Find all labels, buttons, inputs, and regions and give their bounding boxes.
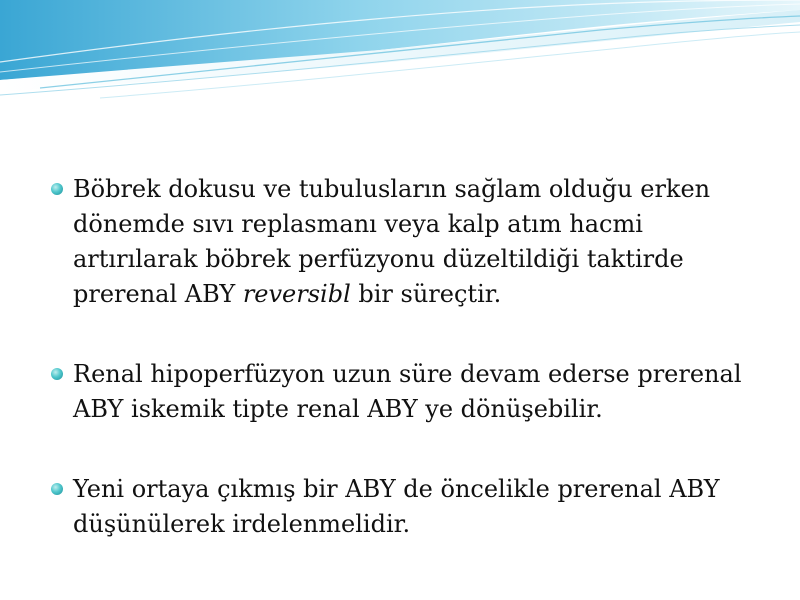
wave-banner xyxy=(0,0,800,110)
bullet-icon xyxy=(51,368,63,380)
bullet-item-3 xyxy=(50,472,770,542)
bullet-1-text: Böbrek dokusu ve tubulusların sağlam olduğu erken dönemde sıvı replasmanı veya kalp atım hacmi artırılarak böbrek perfüzyonu düzeltildiği taktirde prerenal ABY xyxy=(73,175,711,308)
bullet-list xyxy=(50,172,770,587)
bullet-1-text-end: bir süreçtir. xyxy=(350,280,502,308)
bullet-icon xyxy=(51,483,63,495)
bullet-2-text: Renal hipoperfüzyon uzun süre devam ederse prerenal ABY iskemik tipte renal ABY ye dönüşebilir. xyxy=(73,360,742,423)
bullet-3-text: Yeni ortaya çıkmış bir ABY de öncelikle prerenal ABY düşünülerek irdelenmelidir. xyxy=(73,475,720,538)
bullet-item-1 xyxy=(50,172,770,312)
bullet-item-2 xyxy=(50,357,770,427)
bullet-1-italic: reversibl xyxy=(242,280,351,308)
bullet-icon xyxy=(51,183,63,195)
